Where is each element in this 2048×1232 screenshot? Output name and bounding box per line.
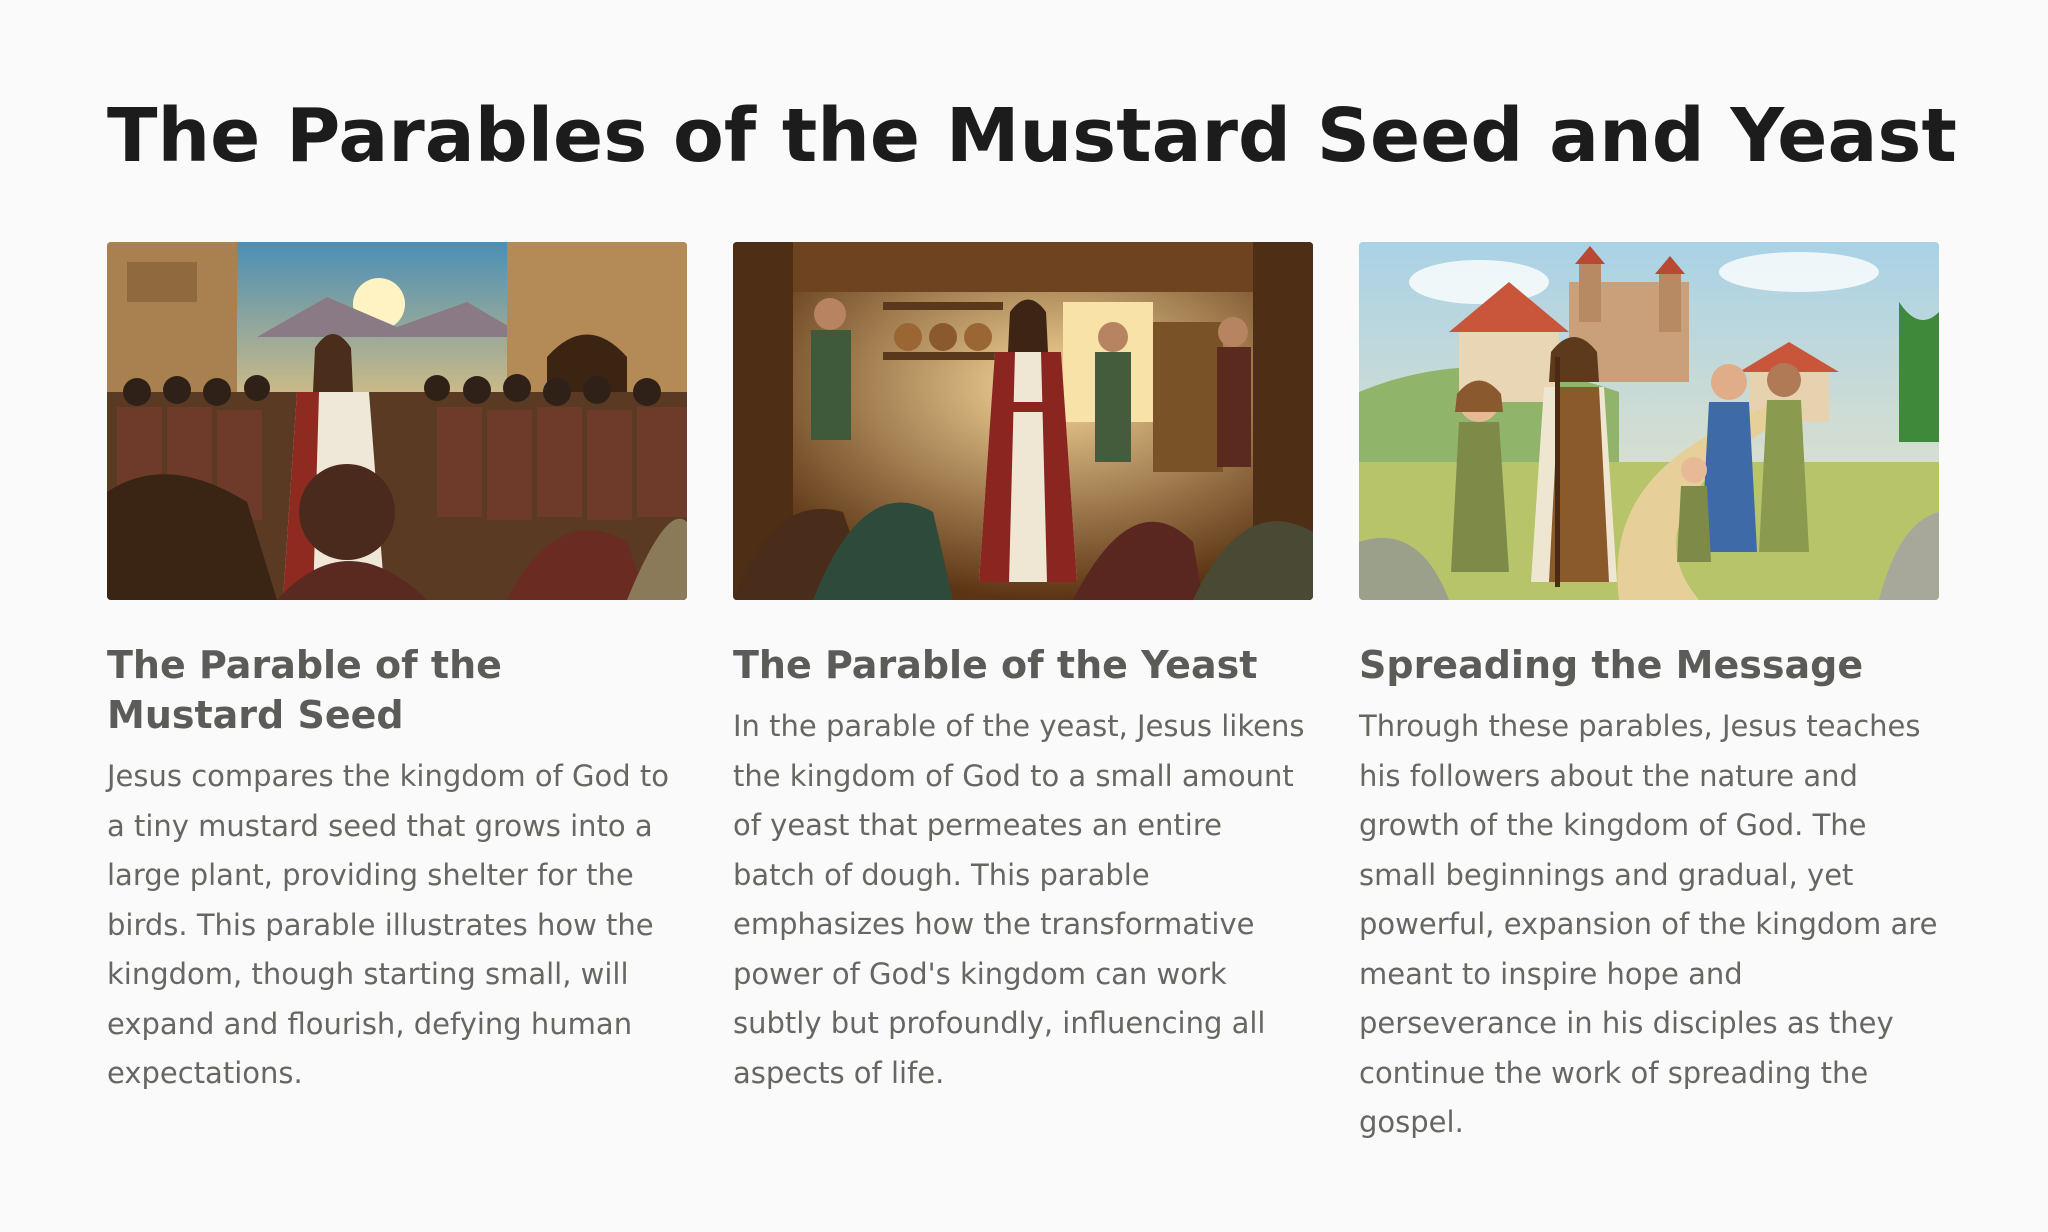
card-image-children-path (1359, 242, 1939, 600)
card-spreading-message (1359, 242, 1939, 1148)
crowd-sunset-illustration (107, 242, 687, 600)
card-image-house-interior (733, 242, 1313, 600)
card-heading: The Parable of the Yeast (733, 643, 1258, 687)
card-heading: Spreading the Message (1359, 643, 1864, 687)
card-image-crowd-sunset (107, 242, 687, 600)
card-body: Jesus compares the kingdom of God to a tiny mustard seed that grows into a large plant, providing shelter for the birds. This parable illustrates how the kingdom, though starting small, will expand and flourish, defying human expectations. (107, 759, 669, 1090)
card-row (107, 242, 1941, 1148)
card-body: In the parable of the yeast, Jesus likens the kingdom of God to a small amount of yeast that permeates an entire batch of dough. This parable emphasizes how the transformative power of God's kingdom can work subtly but profoundly, influencing all aspects of life. (733, 709, 1305, 1090)
house-interior-illustration (733, 242, 1313, 600)
card-heading: The Parable of the Mustard Seed (107, 643, 502, 737)
card-yeast (733, 242, 1313, 1148)
page-title: The Parables of the Mustard Seed and Yeast (107, 93, 1957, 179)
card-body: Through these parables, Jesus teaches his followers about the nature and growth of the kingdom of God. The small beginnings and gradual, yet powerful, expansion of the kingdom are meant to inspire hope and perseverance in his disciples as they continue the work of spreading the gospel. (1359, 709, 1938, 1139)
children-path-illustration (1359, 242, 1939, 600)
card-mustard-seed (107, 242, 687, 1148)
